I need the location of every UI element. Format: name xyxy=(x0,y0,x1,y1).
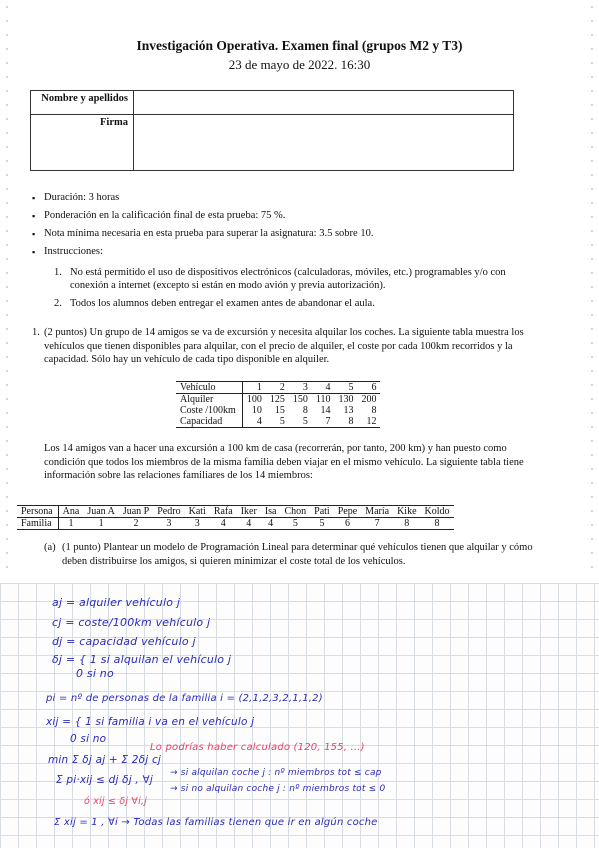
table-cell: 6 xyxy=(344,518,350,529)
part-text: (1 punto) Plantear un modelo de Programación Lineal para determinar qué vehículos tienen que alquilar y cómo deben distribuirse los amigos, si quieren minimizar el coste total de los vehículos. xyxy=(62,542,533,567)
handwritten-line: pi = nº de personas de la familia i = (2,1,2,3,2,1,1,2) xyxy=(46,693,323,704)
table-cell: 7 xyxy=(374,518,380,529)
exam-title: Investigación Operativa. Examen final (grupos M2 y T3) xyxy=(136,38,463,53)
correction-note: Lo podrías haber calculado (120, 155, ...) xyxy=(150,742,365,753)
table-cell: 5 xyxy=(292,518,298,529)
table-cell: 110 xyxy=(315,394,331,405)
table-cell: 3 xyxy=(166,518,172,529)
table-header-cell: Rafa xyxy=(210,506,237,518)
handwritten-line: → si no alquilan coche j : nº miembros tot ≤ 0 xyxy=(170,784,386,794)
table-header-cell: 4 xyxy=(312,382,335,394)
table-cell: 10 xyxy=(251,405,262,416)
table-header-cell: María xyxy=(361,506,393,518)
handwritten-line: → si alquilan coche j : nº miembros tot ≤ cap xyxy=(170,768,382,778)
table-cell: 3 xyxy=(194,518,200,529)
table-header-cell: 5 xyxy=(334,382,357,394)
item-number: 2. xyxy=(54,298,62,309)
list-item xyxy=(54,266,544,292)
handwritten-line: Σ xij = 1 , ∀i → Todas las familias tienen que ir en algún coche xyxy=(54,817,378,828)
table-header-cell: Pati xyxy=(310,506,334,518)
table-cell: 8 xyxy=(302,405,308,416)
name-field[interactable] xyxy=(134,91,514,115)
table-header-cell: Pedro xyxy=(153,506,184,518)
question-text: (2 puntos) Un grupo de 14 amigos se va de excursión y necesita alquilar los coches. La siguiente tabla muestra los vehículos que tienen disponibles para alquilar, con el precio de alquiler, el coste por cada 100km recorridos y la capacidad. Sólo hay un vehículo de cada tipo disponible en alquiler. xyxy=(44,327,524,365)
table-cell: 12 xyxy=(366,416,377,427)
table-header-cell: 3 xyxy=(289,382,312,394)
signature-field[interactable] xyxy=(134,115,514,171)
table-header-cell: 2 xyxy=(266,382,289,394)
table-cell: 8 xyxy=(348,416,354,427)
table-header-cell: Pepe xyxy=(334,506,361,518)
table-row xyxy=(17,506,454,518)
handwritten-line: min Σ δj aj + Σ 2δj cj xyxy=(48,754,162,766)
table-cell: 5 xyxy=(319,518,325,529)
table-header-cell: Kati xyxy=(185,506,210,518)
page-edge-dots-right xyxy=(591,0,593,580)
table-row xyxy=(176,394,380,406)
table-row xyxy=(176,416,380,428)
question-1a xyxy=(44,541,540,568)
table-header-cell: Iker xyxy=(237,506,261,518)
instructions-list xyxy=(54,266,544,315)
table-row xyxy=(176,382,380,394)
question-1 xyxy=(32,326,538,367)
handwritten-line: δj = { 1 si alquilan el vehículo j xyxy=(52,653,232,666)
question-text-2: Los 14 amigos van a hacer una excursión a 100 km de casa (recorrerán, por tanto, 200 km) y han puesto como condición que todos los miembros de la misma familia deben viajar en el mismo vehículo. La siguiente tabla tiene información sobre las relaciones familiares de los 14 miembros: xyxy=(44,443,524,481)
signature-label: Firma xyxy=(31,115,134,171)
list-item xyxy=(54,297,544,310)
table-cell: 1 xyxy=(98,518,104,529)
table-header-cell: Koldo xyxy=(421,506,454,518)
table-cell: 2 xyxy=(133,518,139,529)
table-cell: 13 xyxy=(343,405,354,416)
item-text: No está permitido el uso de dispositivos electrónicos (calculadoras, móviles, etc.) programables y/o con conexión a internet (excepto si están en modo avión y previa autorización). xyxy=(70,267,506,291)
table-cell: 4 xyxy=(246,518,252,529)
table-header-cell: 6 xyxy=(357,382,380,394)
handwritten-line: ó xij ≤ δj ∀i,j xyxy=(84,796,148,807)
table-cell: 150 xyxy=(292,394,308,405)
table-cell: 8 xyxy=(404,518,410,529)
part-label: (a) xyxy=(44,542,56,553)
table-cell: 5 xyxy=(279,416,285,427)
table-cell: 1 xyxy=(68,518,74,529)
table-header-cell: Isa xyxy=(261,506,281,518)
handwritten-line: dj = capacidad vehículo j xyxy=(52,635,196,648)
table-cell: Familia xyxy=(17,518,58,530)
question-number: 1. xyxy=(32,327,40,338)
table-row xyxy=(176,405,380,416)
table-header-cell: Chon xyxy=(280,506,310,518)
handwritten-line: aj = alquiler vehículo j xyxy=(52,596,181,609)
table-header-cell: Juan A xyxy=(83,506,119,518)
item-number: 1. xyxy=(54,267,62,278)
handwritten-line: 0 si no xyxy=(76,667,114,680)
table-cell: Capacidad xyxy=(176,416,242,428)
table-cell: 5 xyxy=(302,416,308,427)
table-cell: 125 xyxy=(269,394,285,405)
table-header-cell: Persona xyxy=(17,506,58,518)
student-id-box xyxy=(30,90,514,171)
vehicle-table xyxy=(176,381,380,428)
handwritten-line: cj = coste/100km vehículo j xyxy=(52,616,211,629)
item-text: Todos los alumnos deben entregar el examen antes de abandonar el aula. xyxy=(70,298,375,309)
list-item: ▪ Ponderación en la calificación final de esta prueba: 75 %. xyxy=(32,210,373,228)
exam-date: 23 de mayo de 2022. 16:30 xyxy=(228,57,371,72)
table-header-cell: Vehículo xyxy=(176,382,242,394)
name-label: Nombre y apellidos xyxy=(31,91,134,115)
table-cell: 8 xyxy=(434,518,440,529)
table-cell: 130 xyxy=(338,394,354,405)
family-table xyxy=(17,505,454,530)
table-header-cell: Ana xyxy=(58,506,83,518)
table-header-cell: Kike xyxy=(393,506,420,518)
page-edge-dots-left xyxy=(6,0,8,580)
table-cell: 7 xyxy=(325,416,331,427)
handwritten-line: xij = { 1 si familia i va en el vehículo j xyxy=(46,716,255,728)
table-cell: 8 xyxy=(371,405,377,416)
table-cell: 15 xyxy=(274,405,285,416)
list-item: ▪ Instrucciones: xyxy=(32,246,373,264)
table-cell: 200 xyxy=(361,394,377,405)
table-cell: 4 xyxy=(256,416,262,427)
table-row xyxy=(17,518,454,530)
table-header-cell: Juan P xyxy=(119,506,153,518)
handwritten-line: Σ pi·xij ≤ dj δj , ∀j xyxy=(56,774,153,786)
table-cell: Alquiler xyxy=(176,394,242,406)
handwritten-line: 0 si no xyxy=(70,733,107,745)
table-cell: 100 xyxy=(246,394,262,405)
table-cell: Coste /100km xyxy=(176,405,242,416)
exam-info-list xyxy=(32,192,373,264)
table-cell: 4 xyxy=(220,518,226,529)
list-item: ▪ Nota mínima necesaria en esta prueba para superar la asignatura: 3.5 sobre 10. xyxy=(32,228,373,246)
table-cell: 4 xyxy=(268,518,274,529)
list-item: ▪ Duración: 3 horas xyxy=(32,192,373,210)
table-cell: 14 xyxy=(320,405,331,416)
table-header-cell: 1 xyxy=(242,382,266,394)
